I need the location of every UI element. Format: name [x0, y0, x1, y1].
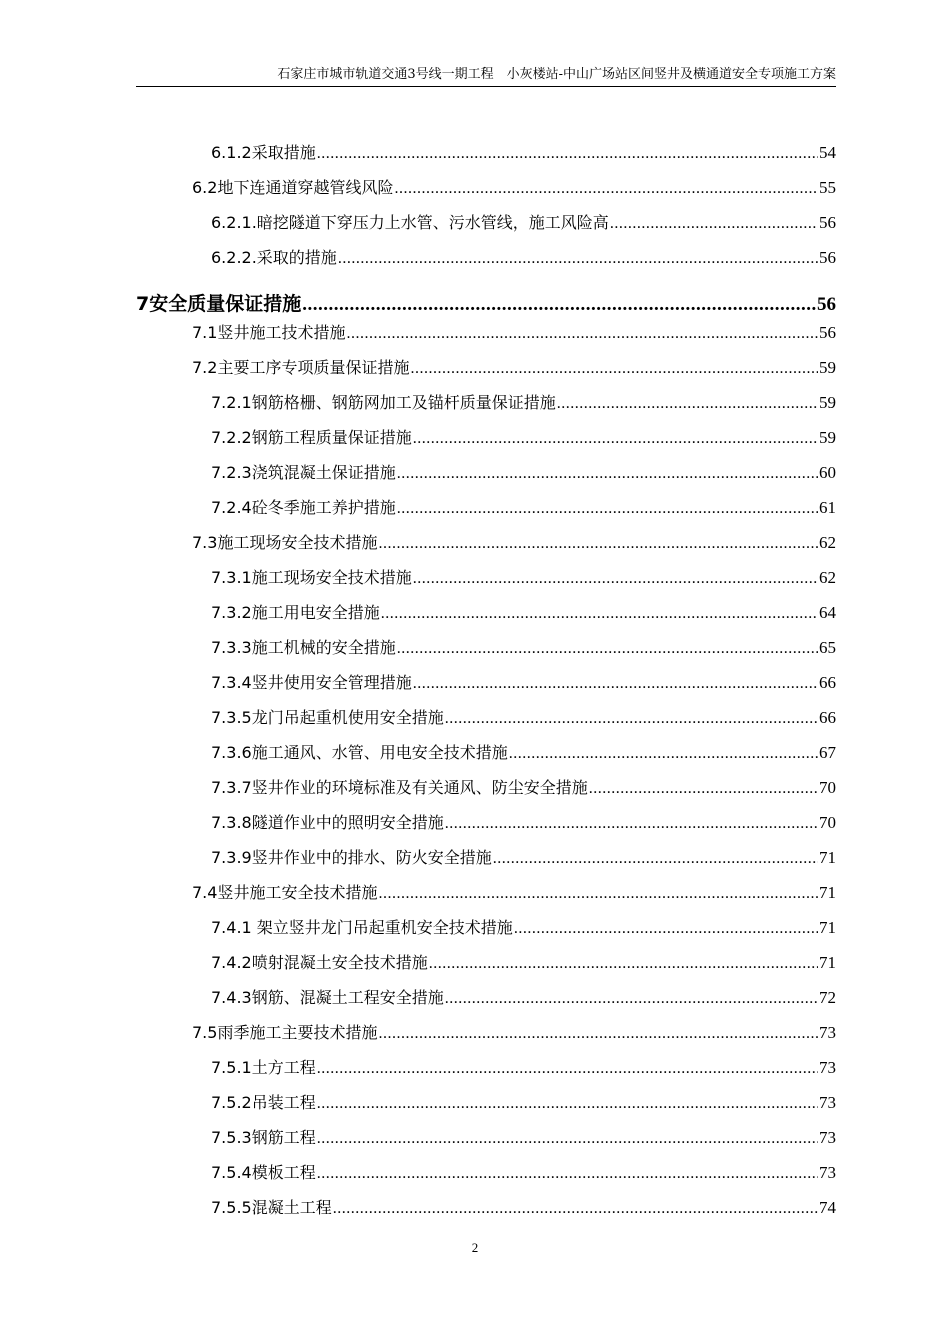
toc-entry[interactable]: [192, 881, 836, 905]
toc-entry-page: 56: [819, 248, 836, 267]
toc-entry[interactable]: [211, 776, 836, 800]
toc-leader-dots: [445, 707, 818, 730]
toc-leader-dots: [317, 1092, 818, 1115]
toc-entry[interactable]: [211, 566, 836, 590]
toc-entry-page: 73: [819, 1128, 836, 1147]
toc-entry-label: 7.2主要工序专项质量保证措施: [192, 358, 410, 377]
toc-entry[interactable]: [211, 636, 836, 660]
toc-leader-dots: [413, 427, 818, 450]
toc-leader-dots: [397, 637, 818, 660]
toc-entry-label: 7.3.5龙门吊起重机使用安全措施: [211, 708, 444, 727]
toc-entry-label: 7.3.3施工机械的安全措施: [211, 638, 396, 657]
toc-entry-label: 7.3.7竖井作业的环境标准及有关通风、防尘安全措施: [211, 778, 588, 797]
toc-entry-label: 7.1竖井施工技术措施: [192, 323, 346, 342]
toc-leader-dots: [381, 602, 818, 625]
toc-entry[interactable]: [211, 1091, 836, 1115]
running-header: 石家庄市城市轨道交通3号线一期工程 小灰楼站-中山广场站区间竖井及横通道安全专项施工方案: [277, 67, 836, 82]
toc-entry-label: 7.3.4竖井使用安全管理措施: [211, 673, 412, 692]
toc-entry-label: 7.3施工现场安全技术措施: [192, 533, 378, 552]
toc-entry-page: 56: [819, 323, 836, 342]
toc-leader-dots: [317, 1057, 818, 1080]
toc-entry-page: 74: [819, 1198, 836, 1217]
toc-leader-dots: [397, 462, 818, 485]
toc-entry-page: 64: [819, 603, 836, 622]
toc-leader-dots: [346, 322, 818, 345]
toc-leader-dots: [493, 847, 818, 870]
toc-leader-dots: [413, 672, 818, 695]
toc-entry[interactable]: [192, 321, 836, 345]
toc-entry-page: 67: [819, 743, 836, 762]
toc-entry-page: 56: [817, 294, 836, 315]
toc-entry[interactable]: [211, 916, 836, 940]
toc-entry-page: 71: [819, 918, 836, 937]
toc-entry-page: 61: [819, 498, 836, 517]
toc-entry-label: 7.3.6施工通风、水管、用电安全技术措施: [211, 743, 508, 762]
toc-entry[interactable]: [211, 811, 836, 835]
toc-entry-page: 62: [819, 533, 836, 552]
toc-leader-dots: [589, 777, 818, 800]
toc-entry-label: 6.2.2.采取的措施: [211, 248, 337, 267]
toc-leader-dots: [445, 987, 818, 1010]
toc-entry[interactable]: [136, 292, 836, 316]
toc-entry-label: 7.4竖井施工安全技术措施: [192, 883, 378, 902]
toc-entry-label: 7.5.3钢筋工程: [211, 1128, 316, 1147]
toc-entry-label: 6.2地下连通道穿越管线风险: [192, 178, 394, 197]
toc-entry-page: 73: [819, 1058, 836, 1077]
toc-entry-label: 7.5雨季施工主要技术措施: [192, 1023, 378, 1042]
toc-leader-dots: [557, 392, 818, 415]
toc-entry[interactable]: [211, 846, 836, 870]
toc-leader-dots: [410, 357, 818, 380]
toc-leader-dots: [378, 882, 818, 905]
toc-entry-label: 7.3.8隧道作业中的照明安全措施: [211, 813, 444, 832]
toc-entry-label: 6.2.1.暗挖隧道下穿压力上水管、污水管线，施工风险高: [211, 213, 609, 232]
toc-entry-page: 73: [819, 1023, 836, 1042]
toc-entry[interactable]: [211, 601, 836, 625]
toc-leader-dots: [445, 812, 818, 835]
toc-entry[interactable]: [192, 1021, 836, 1045]
toc-entry-page: 71: [819, 953, 836, 972]
toc-entry-page: 70: [819, 778, 836, 797]
toc-entry[interactable]: [211, 951, 836, 975]
toc-leader-dots: [378, 1022, 818, 1045]
toc-entry[interactable]: [211, 1056, 836, 1080]
toc-entry-label: 7.3.1施工现场安全技术措施: [211, 568, 412, 587]
toc-entry-page: 73: [819, 1163, 836, 1182]
toc-entry-page: 66: [819, 708, 836, 727]
toc-entry-label: 7.4.2喷射混凝土安全技术措施: [211, 953, 428, 972]
toc-entry-page: 54: [819, 143, 836, 162]
toc-entry[interactable]: [211, 706, 836, 730]
toc-entry-label: 7.5.1土方工程: [211, 1058, 316, 1077]
toc-leader-dots: [333, 1197, 818, 1220]
toc-entry-label: 7.3.9竖井作业中的排水、防火安全措施: [211, 848, 492, 867]
toc-entry[interactable]: [211, 986, 836, 1010]
toc-entry[interactable]: [211, 141, 836, 165]
toc-leader-dots: [429, 952, 818, 975]
toc-entry[interactable]: [211, 671, 836, 695]
toc-entry-label: 7安全质量保证措施: [136, 293, 302, 315]
toc-entry-label: 6.1.2采取措施: [211, 143, 316, 162]
toc-entry-label: 7.2.3浇筑混凝土保证措施: [211, 463, 396, 482]
toc-leader-dots: [378, 532, 818, 555]
toc-leader-dots: [302, 293, 816, 316]
toc-entry-page: 66: [819, 673, 836, 692]
toc-leader-dots: [413, 567, 818, 590]
toc-entry[interactable]: [211, 496, 836, 520]
page-number: 2: [471, 1240, 479, 1255]
toc-leader-dots: [317, 1162, 818, 1185]
toc-entry-page: 55: [819, 178, 836, 197]
toc-entry-label: 7.2.1钢筋格栅、钢筋网加工及锚杆质量保证措施: [211, 393, 556, 412]
toc-entry-label: 7.5.4模板工程: [211, 1163, 316, 1182]
toc-entry[interactable]: [211, 1126, 836, 1150]
toc-entry-label: 7.4.1 架立竖井龙门吊起重机安全技术措施: [211, 918, 513, 937]
toc-entry-page: 56: [819, 213, 836, 232]
toc-entry-label: 7.2.2钢筋工程质量保证措施: [211, 428, 412, 447]
toc-entry-page: 70: [819, 813, 836, 832]
toc-entry-label: 7.2.4砼冬季施工养护措施: [211, 498, 396, 517]
toc-entry-page: 73: [819, 1093, 836, 1112]
toc-entry[interactable]: [211, 741, 836, 765]
toc-entry-page: 60: [819, 463, 836, 482]
toc-entry-page: 71: [819, 848, 836, 867]
toc-entry[interactable]: [192, 356, 836, 380]
toc-entry[interactable]: [211, 1161, 836, 1185]
toc-entry-page: 62: [819, 568, 836, 587]
toc-entry[interactable]: [192, 176, 836, 200]
toc-entry-page: 71: [819, 883, 836, 902]
toc-leader-dots: [509, 742, 818, 765]
toc-entry-label: 7.5.2吊装工程: [211, 1093, 316, 1112]
toc-entry[interactable]: [211, 391, 836, 415]
toc-entry-page: 72: [819, 988, 836, 1007]
toc-entry[interactable]: [211, 211, 836, 235]
toc-entry[interactable]: [211, 461, 836, 485]
toc-entry[interactable]: [192, 531, 836, 555]
toc-entry-page: 65: [819, 638, 836, 657]
toc-entry-label: 7.3.2施工用电安全措施: [211, 603, 380, 622]
toc-leader-dots: [394, 177, 818, 200]
toc-entry-label: 7.5.5混凝土工程: [211, 1198, 332, 1217]
toc-entry-page: 59: [819, 358, 836, 377]
toc-entry-label: 7.4.3钢筋、混凝土工程安全措施: [211, 988, 444, 1007]
toc-entry[interactable]: [211, 1196, 836, 1220]
toc-entry-page: 59: [819, 428, 836, 447]
toc-leader-dots: [397, 497, 818, 520]
toc-leader-dots: [317, 1127, 818, 1150]
toc-leader-dots: [514, 917, 818, 940]
toc-leader-dots: [610, 212, 818, 235]
toc-leader-dots: [338, 247, 818, 270]
toc-entry[interactable]: [211, 426, 836, 450]
toc-leader-dots: [317, 142, 818, 165]
toc-entry-page: 59: [819, 393, 836, 412]
toc-entry[interactable]: [211, 246, 836, 270]
